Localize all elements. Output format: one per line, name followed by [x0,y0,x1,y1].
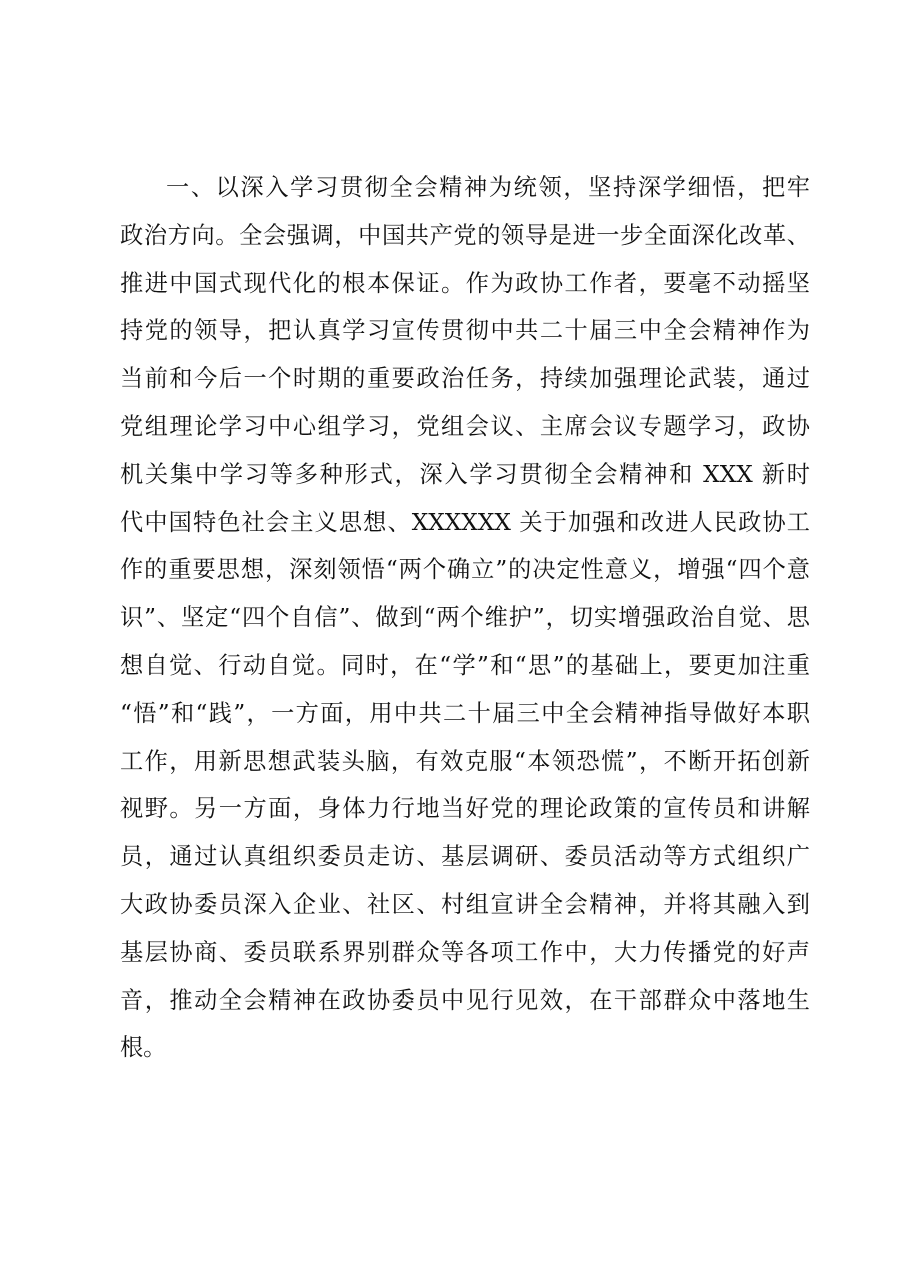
paragraph-line: 当前和今后一个时期的重要政治任务，持续加强理论武装，通过 [120,365,810,393]
paragraph-line: 员，通过认真组织委员走访、基层调研、委员活动等方式组织广 [120,843,810,871]
paragraph-line: 推进中国式现代化的根本保证。作为政协工作者，要毫不动摇坚 [120,269,810,297]
paragraph-line: 音，推动全会精神在政协委员中见行见效，在干部群众中落地生 [120,986,810,1014]
body-paragraph [120,164,810,1072]
paragraph-line: 机关集中学习等多种形式，深入学习贯彻全会精神和 XXX 新时 [120,460,810,488]
paragraph-line: 作的重要思想，深刻领悟“两个确立”的决定性意义，增强“四个意 [120,556,810,584]
paragraph-line: 政治方向。全会强调，中国共产党的领导是进一步全面深化改革、 [120,221,810,249]
paragraph-line: 大政协委员深入企业、社区、村组宣讲全会精神，并将其融入到 [120,890,810,918]
paragraph-line: 识”、坚定“四个自信”、做到“两个维护”，切实增强政治自觉、思 [120,604,810,632]
paragraph-line: 基层协商、委员联系界别群众等各项工作中，大力传播党的好声 [120,938,810,966]
paragraph-line: 一、以深入学习贯彻全会精神为统领，坚持深学细悟，把牢 [166,174,810,201]
paragraph-line: 想自觉、行动自觉。同时，在“学”和“思”的基础上，要更加注重 [120,651,810,679]
paragraph-line: 工作，用新思想武装头脑，有效克服“本领恐慌”，不断开拓创新 [120,747,810,775]
paragraph-line: 代中国特色社会主义思想、XXXXXX 关于加强和改进人民政协工 [120,508,810,536]
paragraph-line: 持党的领导，把认真学习宣传贯彻中共二十届三中全会精神作为 [120,317,810,345]
paragraph-line: 党组理论学习中心组学习，党组会议、主席会议专题学习，政协 [120,412,810,440]
paragraph-line: 视野。另一方面，身体力行地当好党的理论政策的宣传员和讲解 [120,795,810,823]
paragraph-line: 根。 [120,1034,167,1062]
paragraph-line: “悟”和“践”，一方面，用中共二十届三中全会精神指导做好本职 [120,699,810,727]
